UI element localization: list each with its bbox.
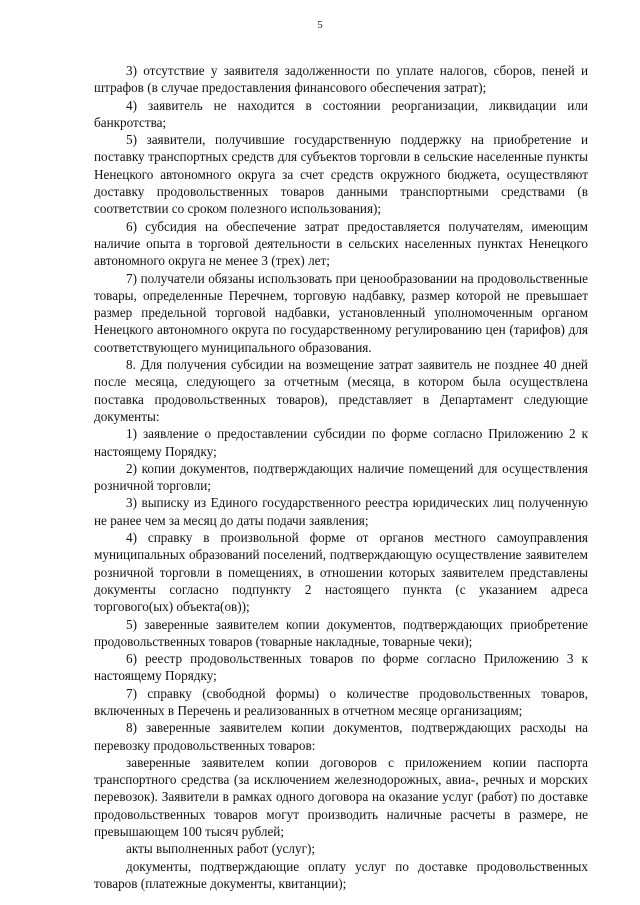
document-item-4: 4) справку в произвольной форме от органов местного самоуправления муниципальных образований поселений, подтверждающую осуществление заявителем розничной торговли в помещениях, в отношении которых заявителем представлены документы согласно подпункту 2 настоящего пункта (с указанием адреса торгового(ых) объекта(ов)); — [94, 530, 588, 615]
paragraph-clause-8: 8. Для получения субсидии на возмещение затрат заявитель не позднее 40 дней после месяца, следующего за отчетным (месяца, в котором была осуществлена поставка продовольственных товаров), представляет в Департамент следующие документы: — [94, 357, 588, 424]
sub-item-contracts: заверенные заявителем копии договоров с приложением копии паспорта транспортного средства (за исключением железнодорожных, авиа-, речных и морских перевозок). Заявители в рамках одного договора на оказание услуг (работ) по доставке продовольственных товаров могут производить наличные расчеты в размере, не превышающем 100 тысяч рублей; — [94, 754, 588, 840]
paragraph-item-4: 4) заявитель не находится в состоянии реорганизации, ликвидации или банкротства; — [94, 97, 588, 130]
paragraph-item-6: 6) субсидия на обеспечение затрат предоставляется получателям, имеющим наличие опыта в торговой деятельности в сельских населенных пунктах Ненецкого автономного округа не менее 3 (трех) лет; — [94, 218, 588, 269]
paragraph-item-3: 3) отсутствие у заявителя задолженности по уплате налогов, сборов, пеней и штрафов (в случае предоставления финансового обеспечения затрат); — [94, 63, 588, 96]
page-number: 5 — [317, 20, 323, 31]
document-item-6: 6) реестр продовольственных товаров по форме согласно Приложению 3 к настоящему Порядку; — [94, 651, 588, 684]
document-item-1: 1) заявление о предоставлении субсидии по форме согласно Приложению 2 к настоящему Порядку; — [94, 426, 588, 459]
paragraph-item-7: 7) получатели обязаны использовать при ценообразовании на продовольственные товары, определенные Перечнем, торговую надбавку, размер которой не превышает размер предельной торговой надбавки, установленный уполномоченным органом Ненецкого автономного округа по государственному регулированию цен (тарифов) для соответствующего муниципального образования. — [94, 270, 588, 355]
sub-item-acts: акты выполненных работ (услуг); — [126, 841, 316, 857]
document-item-5: 5) заверенные заявителем копии документов, подтверждающих приобретение продовольственных товаров (товарные накладные, товарные чеки); — [94, 616, 588, 649]
paragraph-item-5: 5) заявители, получившие государственную поддержку на приобретение и поставку транспортных средств для субъектов торговли в сельские населенные пункты Ненецкого автономного округа за счет средств окружного бюджета, осуществляют доставку продовольственных товаров данными транспортными средствами (в соответствии со сроком полезного использования); — [94, 132, 588, 217]
document-item-7: 7) справку (свободной формы) о количестве продовольственных товаров, включенных в Перечень и реализованных в отчетном месяце организациям; — [94, 685, 588, 718]
document-item-3: 3) выписку из Единого государственного реестра юридических лиц полученную не ранее чем за месяц до даты подачи заявления; — [94, 495, 588, 528]
sub-item-payment-docs: документы, подтверждающие оплату услуг по доставке продовольственных товаров (платежные документы, квитанции); — [94, 858, 588, 891]
document-item-8: 8) заверенные заявителем копии документов, подтверждающих расходы на перевозку продовольственных товаров: — [94, 720, 588, 753]
document-body — [94, 62, 588, 892]
document-item-2: 2) копии документов, подтверждающих наличие помещений для осуществления розничной торговли; — [94, 460, 588, 494]
